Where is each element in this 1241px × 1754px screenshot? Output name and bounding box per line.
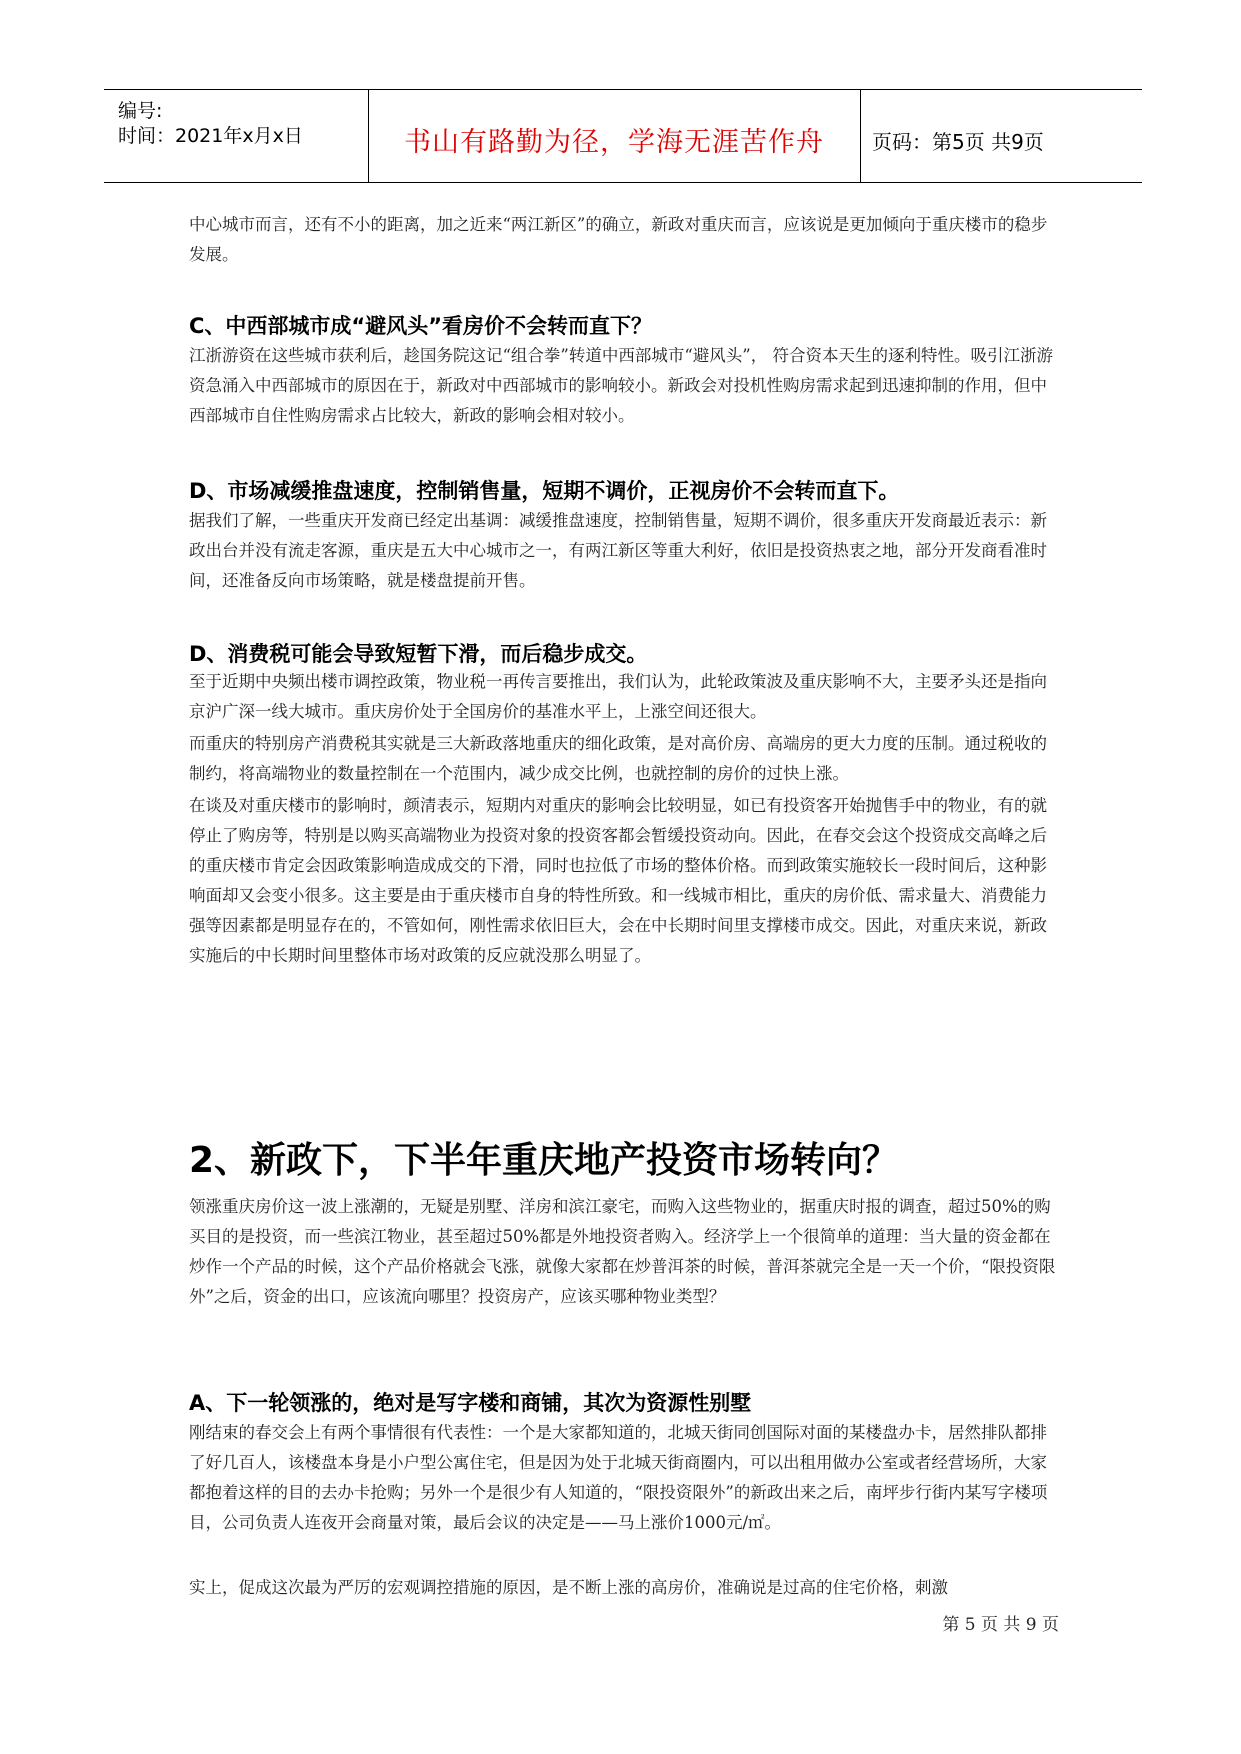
page-footer: 第 5 页 共 9 页 (942, 1615, 1059, 1635)
time-label: 时间：2021年x月x日 (118, 125, 303, 147)
heading-c: C、中西部城市成“避风头”看房价不会转而直下？ (189, 314, 653, 338)
section-2-heading: 2、新政下，下半年重庆地产投资市场转向？ (189, 1140, 899, 1181)
heading-a: A、下一轮领涨的，绝对是写字楼和商铺，其次为资源性别墅 (189, 1391, 752, 1415)
paragraph-d1: 据我们了解，一些重庆开发商已经定出基调：减缓推盘速度，控制销售量，短期不调价，很多重庆开发商最近表示：新政出台并没有流走客源，重庆是五大中心城市之一，有两江新区等重大利好，依旧是投资热衷之地，部分开发商看准时间，还准备反向市场策略，就是楼盘提前开售。 (189, 511, 1047, 590)
paragraph-section2: 领涨重庆房价这一波上涨潮的，无疑是别墅、洋房和滨江豪宅，而购入这些物业的，据重庆时报的调查，超过50%的购买目的是投资，而一些滨江物业，甚至超过50%都是外地投资者购入。经济学上一个很简单的道理：当大量的资金都在炒作一个产品的时候，这个产品价格就会飞涨，就像大家都在炒普洱茶的时候，普洱茶就完全是一天一个价，“限投资限外”之后，资金的出口，应该流向哪里？投资房产，应该买哪种物业类型？ (189, 1197, 1056, 1306)
header-info-cell (104, 90, 369, 182)
header-page-cell (860, 90, 1142, 182)
page-header (104, 89, 1142, 183)
page-code: 页码：第5页 共9页 (872, 130, 1044, 154)
paragraph-intro: 中心城市而言，还有不小的距离，加之近来“两江新区”的确立，新政对重庆而言，应该说是更加倾向于重庆楼市的稳步发展。 (189, 215, 1048, 264)
number-label: 编号: (118, 100, 163, 122)
header-motto-cell (368, 90, 861, 182)
paragraph-a: 刚结束的春交会上有两个事情很有代表性：一个是大家都知道的，北城天街同创国际对面的某楼盘办卡，居然排队都排了好几百人，该楼盘本身是小户型公寓住宅，但是因为处于北城天街商圈内，可以出租用做办公室或者经营场所，大家都抱着这样的目的去办卡抢购；另外一个是很少有人知道的，“限投资限外”的新政出来之后，南坪步行街内某写字楼项目，公司负责人连夜开会商量对策，最后会议的决定是——马上涨价1000元/㎡。 (189, 1423, 1048, 1532)
paragraph-d2-b: 而重庆的特别房产消费税其实就是三大新政落地重庆的细化政策，是对高价房、高端房的更大力度的压制。通过税收的制约，将高端物业的数量控制在一个范围内，减少成交比例，也就控制的房价的过快上涨。 (189, 734, 1047, 783)
heading-d2: D、消费税可能会导致短暂下滑，而后稳步成交。 (189, 642, 648, 666)
heading-d1: D、市场减缓推盘速度，控制销售量，短期不调价，正视房价不会转而直下。 (189, 479, 900, 503)
paragraph-d2-a: 至于近期中央频出楼市调控政策，物业税一再传言要推出，我们认为，此轮政策波及重庆影响不大，主要矛头还是指向京沪广深一线大城市。重庆房价处于全国房价的基准水平上，上涨空间还很大。 (189, 672, 1047, 721)
paragraph-d2-c: 在谈及对重庆楼市的影响时，颜清表示，短期内对重庆的影响会比较明显，如已有投资客开始抛售手中的物业，有的就停止了购房等，特别是以购买高端物业为投资对象的投资客都会暂缓投资动向。因此，在春交会这个投资成交高峰之后的重庆楼市肯定会因政策影响造成成交的下滑，同时也拉低了市场的整体价格。而到政策实施较长一段时间后，这种影响面却又会变小很多。这主要是由于重庆楼市自身的特性所致。和一线城市相比，重庆的房价低、需求量大、消费能力强等因素都是明显存在的，不管如何，刚性需求依旧巨大，会在中长期时间里支撑楼市成交。因此，对重庆来说，新政实施后的中长期时间里整体市场对政策的反应就没那么明显了。 (189, 796, 1047, 965)
paragraph-trailing: 实上，促成这次最为严厉的宏观调控措施的原因，是不断上涨的高房价，准确说是过高的住宅价格，刺激 (189, 1578, 948, 1597)
motto-text: 书山有路勤为径，学海无涯苦作舟 (404, 127, 824, 158)
paragraph-c: 江浙游资在这些城市获利后，趁国务院这记“组合拳”转道中西部城市“避风头”， 符合资本天生的逐利特性。吸引江浙游资急涌入中西部城市的原因在于，新政对中西部城市的影响较小。新政会对投机性购房需求起到迅速抑制的作用，但中西部城市自住性购房需求占比较大，新政的影响会相对较小。 (189, 346, 1053, 425)
